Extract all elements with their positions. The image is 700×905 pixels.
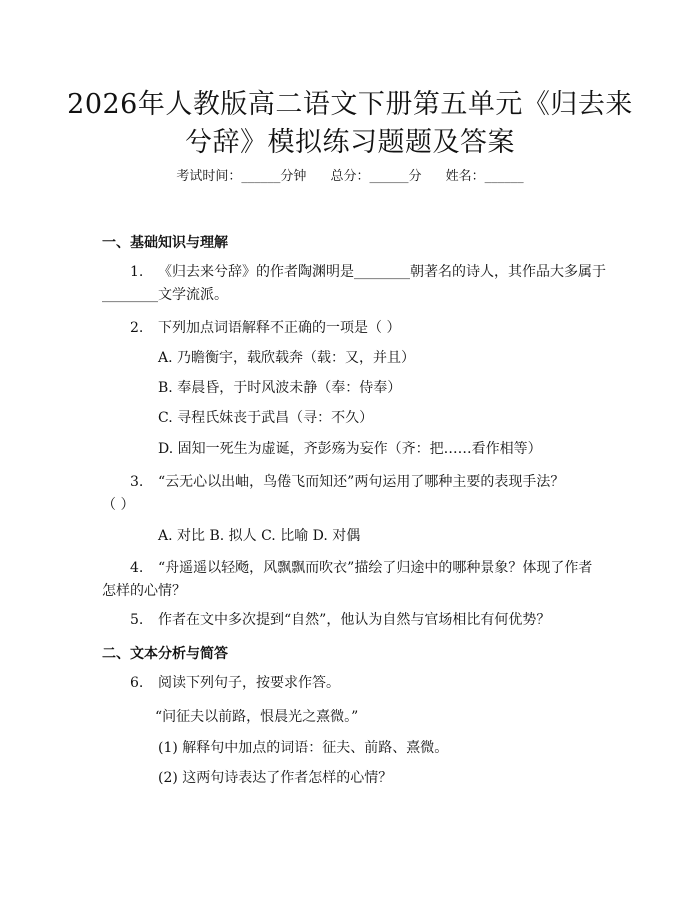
section-title-2: 二、文本分析与简答	[102, 646, 228, 662]
question-number: 6.	[130, 675, 144, 691]
option-b: B. 奉晨昏，于时风波未静（奉：侍奉）	[158, 380, 402, 396]
page-title: 2026年人教版高二语文下册第五单元《归去来兮辞》模拟练习题题及答案	[67, 89, 633, 158]
question-6-sub-1: (1) 解释句中加点的词语：征夫、前路、熹微。	[158, 740, 449, 756]
exam-name: 姓名：______	[445, 169, 524, 184]
question-number: 2.	[130, 320, 144, 336]
question-number: 4.	[130, 560, 144, 576]
question-3-options: A. 对比 B. 拟人 C. 比喻 D. 对偶	[158, 528, 361, 544]
question-text: “舟遥遥以轻飏，风飘飘而吹衣”描绘了归途中的哪种景象？体现了作者	[158, 560, 593, 576]
question-3-cont: （ ）	[102, 497, 135, 513]
exam-meta	[0, 168, 700, 186]
question-text: 《归去来兮辞》的作者陶渊明是________朝著名的诗人，其作品大多属于	[158, 264, 606, 280]
question-number: 1.	[130, 264, 144, 280]
question-1-cont: ________文学流派。	[102, 287, 228, 303]
question-number: 3.	[130, 474, 144, 490]
exam-score: 总分：______分	[330, 169, 422, 184]
question-text: 作者在文中多次提到“自然”，他认为自然与官场相比有何优势？	[158, 612, 551, 628]
question-text: 阅读下列句子，按要求作答。	[158, 675, 340, 691]
exam-time: 考试时间：______分钟	[176, 169, 307, 184]
option-d: D. 固知一死生为虚诞，齐彭殇为妄作（齐：把……看作相等）	[158, 441, 542, 457]
question-text: “云无心以出岫，鸟倦飞而知还”两句运用了哪种主要的表现手法？	[158, 474, 565, 490]
option-a: A. 乃瞻衡宇，载欣载奔（载：又，并且）	[158, 350, 416, 366]
question-6-quote: “问征夫以前路，恨晨光之熹微。”	[155, 709, 359, 725]
question-4-cont: 怎样的心情？	[102, 583, 186, 599]
question-5	[130, 607, 610, 633]
question-6-sub-2: (2) 这两句诗表达了作者怎样的心情？	[158, 770, 393, 786]
question-text: 下列加点词语解释不正确的一项是（ ）	[158, 320, 401, 336]
option-c: C. 寻程氏妹丧于武昌（寻：不久）	[158, 410, 374, 426]
question-6	[130, 670, 610, 696]
section-title-1: 一、基础知识与理解	[102, 235, 228, 251]
question-2	[130, 315, 610, 341]
question-number: 5.	[130, 612, 144, 628]
